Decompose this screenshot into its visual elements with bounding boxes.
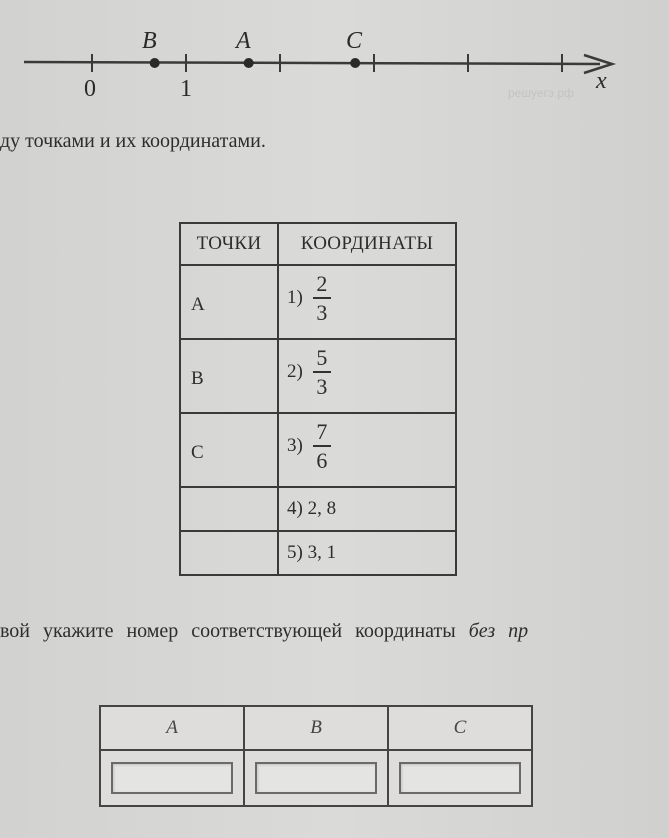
answer-header-c: C bbox=[388, 706, 532, 750]
numerator: 7 bbox=[316, 419, 328, 444]
empty-point-cell bbox=[180, 531, 278, 575]
task-italic-tail: без пр bbox=[468, 620, 529, 642]
fraction bbox=[313, 272, 331, 324]
answer-input-c[interactable] bbox=[399, 762, 521, 794]
point-cell-a: A bbox=[180, 265, 278, 339]
numerator: 5 bbox=[316, 345, 328, 370]
answer-cell-a bbox=[100, 750, 244, 806]
fraction-bar bbox=[313, 445, 331, 447]
coordinate-number: 1) bbox=[287, 287, 303, 309]
point-cell-c: C bbox=[180, 413, 278, 487]
task-main-text: вой укажите номер соответствующей координаты bbox=[0, 620, 456, 642]
answer-cell-b bbox=[244, 750, 388, 806]
answer-input-a[interactable] bbox=[111, 762, 233, 794]
number-line-axis bbox=[24, 62, 600, 64]
correspondence-table bbox=[179, 222, 457, 576]
header-coordinates: КООРДИНАТЫ bbox=[278, 223, 456, 265]
header-points: ТОЧКИ bbox=[180, 223, 278, 265]
coordinate-text: 4) 2, 8 bbox=[287, 498, 337, 519]
table-row bbox=[180, 339, 456, 413]
point-label-b: B bbox=[142, 28, 157, 54]
denominator: 3 bbox=[316, 300, 328, 326]
coordinate-cell-3 bbox=[278, 413, 456, 487]
coordinate-cell-4 bbox=[278, 487, 456, 531]
coordinate-text: 5) 3, 1 bbox=[287, 542, 337, 563]
point-a-dot bbox=[244, 58, 254, 68]
table-row bbox=[180, 531, 456, 575]
answer-input-b[interactable] bbox=[255, 762, 377, 794]
fraction-bar bbox=[313, 297, 331, 299]
task-text bbox=[0, 620, 528, 643]
empty-point-cell bbox=[180, 487, 278, 531]
table-row bbox=[180, 413, 456, 487]
fraction bbox=[313, 346, 331, 398]
coordinate-number: 2) bbox=[287, 361, 303, 383]
table-header-row bbox=[180, 223, 456, 265]
answer-header-a: A bbox=[100, 706, 244, 750]
point-b-dot bbox=[150, 58, 160, 68]
answer-table bbox=[99, 705, 533, 807]
coordinate-cell-5 bbox=[278, 531, 456, 575]
coordinate-cell-1 bbox=[278, 265, 456, 339]
fraction bbox=[313, 420, 331, 472]
watermark: решуегэ.рф bbox=[508, 86, 574, 100]
number-line-svg bbox=[0, 0, 669, 120]
numerator: 2 bbox=[316, 271, 328, 296]
coordinate-number: 3) bbox=[287, 435, 303, 457]
answer-header-b: B bbox=[244, 706, 388, 750]
answer-cell-c bbox=[388, 750, 532, 806]
instruction-text: ду точками и их координатами. bbox=[0, 130, 266, 152]
point-label-a: A bbox=[236, 28, 251, 54]
answer-input-row bbox=[100, 750, 532, 806]
unit-label: 1 bbox=[180, 76, 192, 102]
answer-header-row bbox=[100, 706, 532, 750]
point-c-dot bbox=[350, 58, 360, 68]
table-row bbox=[180, 265, 456, 339]
axis-label: x bbox=[596, 68, 607, 94]
table-row bbox=[180, 487, 456, 531]
number-line bbox=[0, 0, 669, 120]
denominator: 3 bbox=[316, 374, 328, 400]
origin-label: 0 bbox=[84, 76, 96, 102]
fraction-bar bbox=[313, 371, 331, 373]
denominator: 6 bbox=[316, 448, 328, 474]
point-cell-b: B bbox=[180, 339, 278, 413]
coordinate-cell-2 bbox=[278, 339, 456, 413]
point-label-c: C bbox=[346, 28, 363, 54]
